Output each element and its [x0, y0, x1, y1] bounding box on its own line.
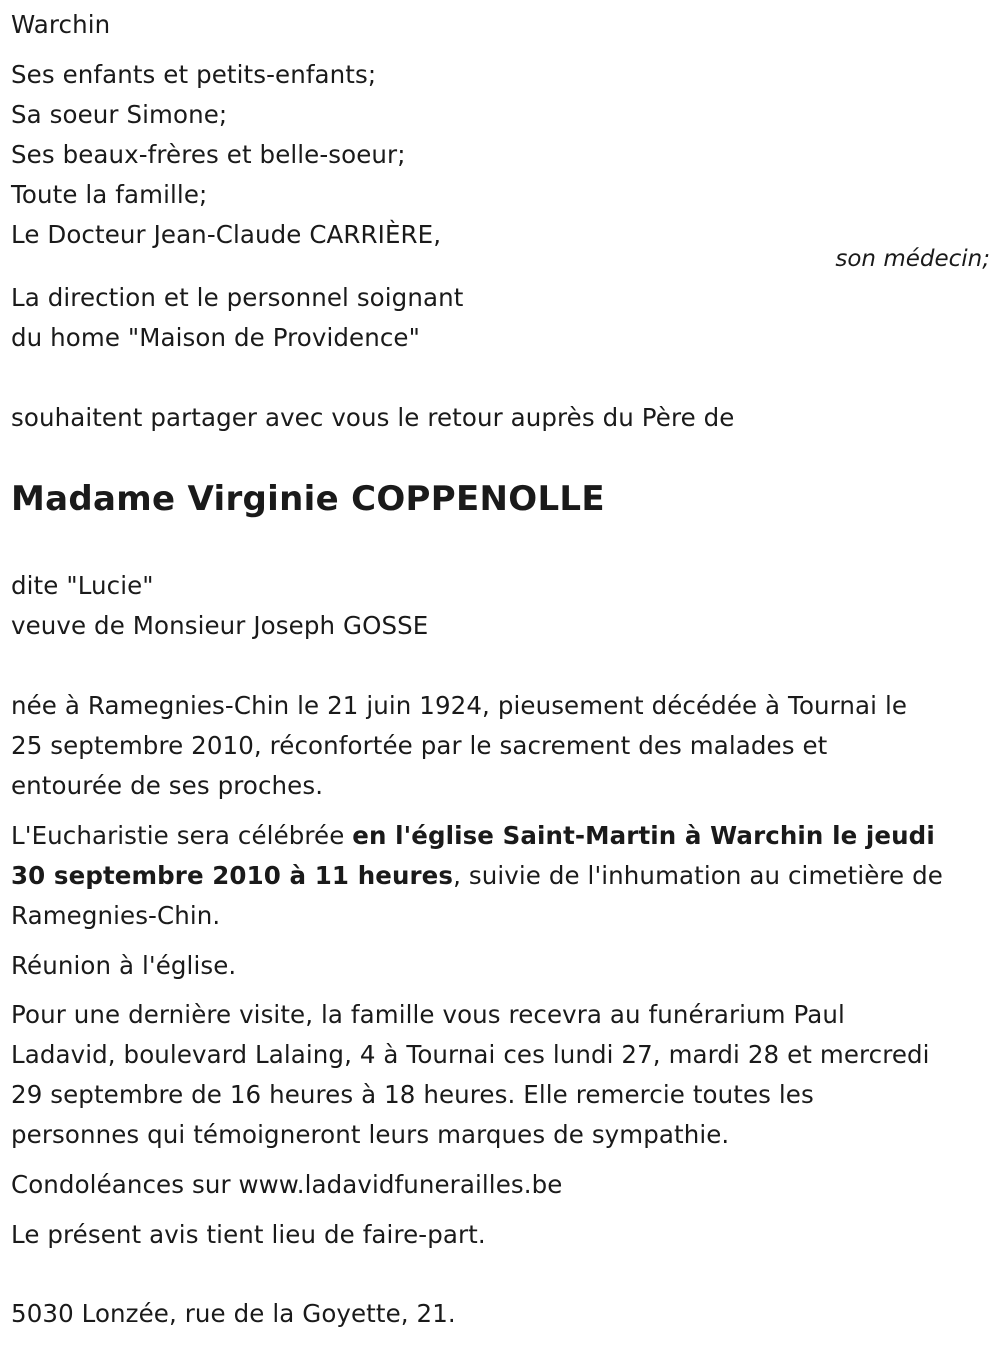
birth-death-line: entourée de ses proches. — [11, 771, 324, 800]
doctor-role: son médecin; — [835, 246, 990, 272]
mourner-line: Sa soeur Simone; — [11, 100, 228, 129]
visit-line: personnes qui témoigneront leurs marques de sympathie. — [11, 1120, 730, 1149]
visit-line: 29 septembre de 16 heures à 18 heures. Elle remercie toutes les — [11, 1080, 814, 1109]
nickname: dite "Lucie" — [11, 571, 154, 600]
birth-death-line: 25 septembre 2010, réconfortée par le sacrement des malades et — [11, 731, 828, 760]
deceased-name: Madame Virginie COPPENOLLE — [11, 479, 605, 519]
eucharist-line — [11, 861, 943, 891]
reunion: Réunion à l'église. — [11, 951, 237, 980]
eucharist-text: , suivie de l'inhumation au cimetière de — [453, 861, 943, 890]
announcement: souhaitent partager avec vous le retour auprès du Père de — [11, 403, 735, 432]
condolences: Condoléances sur www.ladavidfunerailles.be — [11, 1170, 563, 1199]
notice: Le présent avis tient lieu de faire-part. — [11, 1220, 486, 1249]
mourner-line: Le Docteur Jean-Claude CARRIÈRE, — [11, 220, 442, 249]
care-home-line: La direction et le personnel soignant — [11, 283, 464, 312]
visit-line: Pour une dernière visite, la famille vous recevra au funérarium Paul — [11, 1000, 845, 1029]
mourner-line: Toute la famille; — [11, 180, 208, 209]
eucharist-text: L'Eucharistie sera célébrée — [11, 821, 353, 850]
mourner-line: Ses enfants et petits-enfants; — [11, 60, 377, 89]
eucharist-date: 30 septembre 2010 à 11 heures — [11, 861, 454, 890]
address: 5030 Lonzée, rue de la Goyette, 21. — [11, 1299, 456, 1328]
eucharist-line: Ramegnies-Chin. — [11, 901, 221, 930]
spouse: veuve de Monsieur Joseph GOSSE — [11, 611, 429, 640]
visit-line: Ladavid, boulevard Lalaing, 4 à Tournai ces lundi 27, mardi 28 et mercredi — [11, 1040, 930, 1069]
birth-death-line: née à Ramegnies-Chin le 21 juin 1924, pieusement décédée à Tournai le — [11, 691, 908, 720]
care-home-line: du home "Maison de Providence" — [11, 323, 420, 352]
locality: Warchin — [11, 10, 111, 39]
mourner-line: Ses beaux-frères et belle-soeur; — [11, 140, 406, 169]
eucharist-line — [11, 821, 935, 851]
eucharist-place: en l'église Saint-Martin à Warchin le jeudi — [352, 821, 935, 850]
